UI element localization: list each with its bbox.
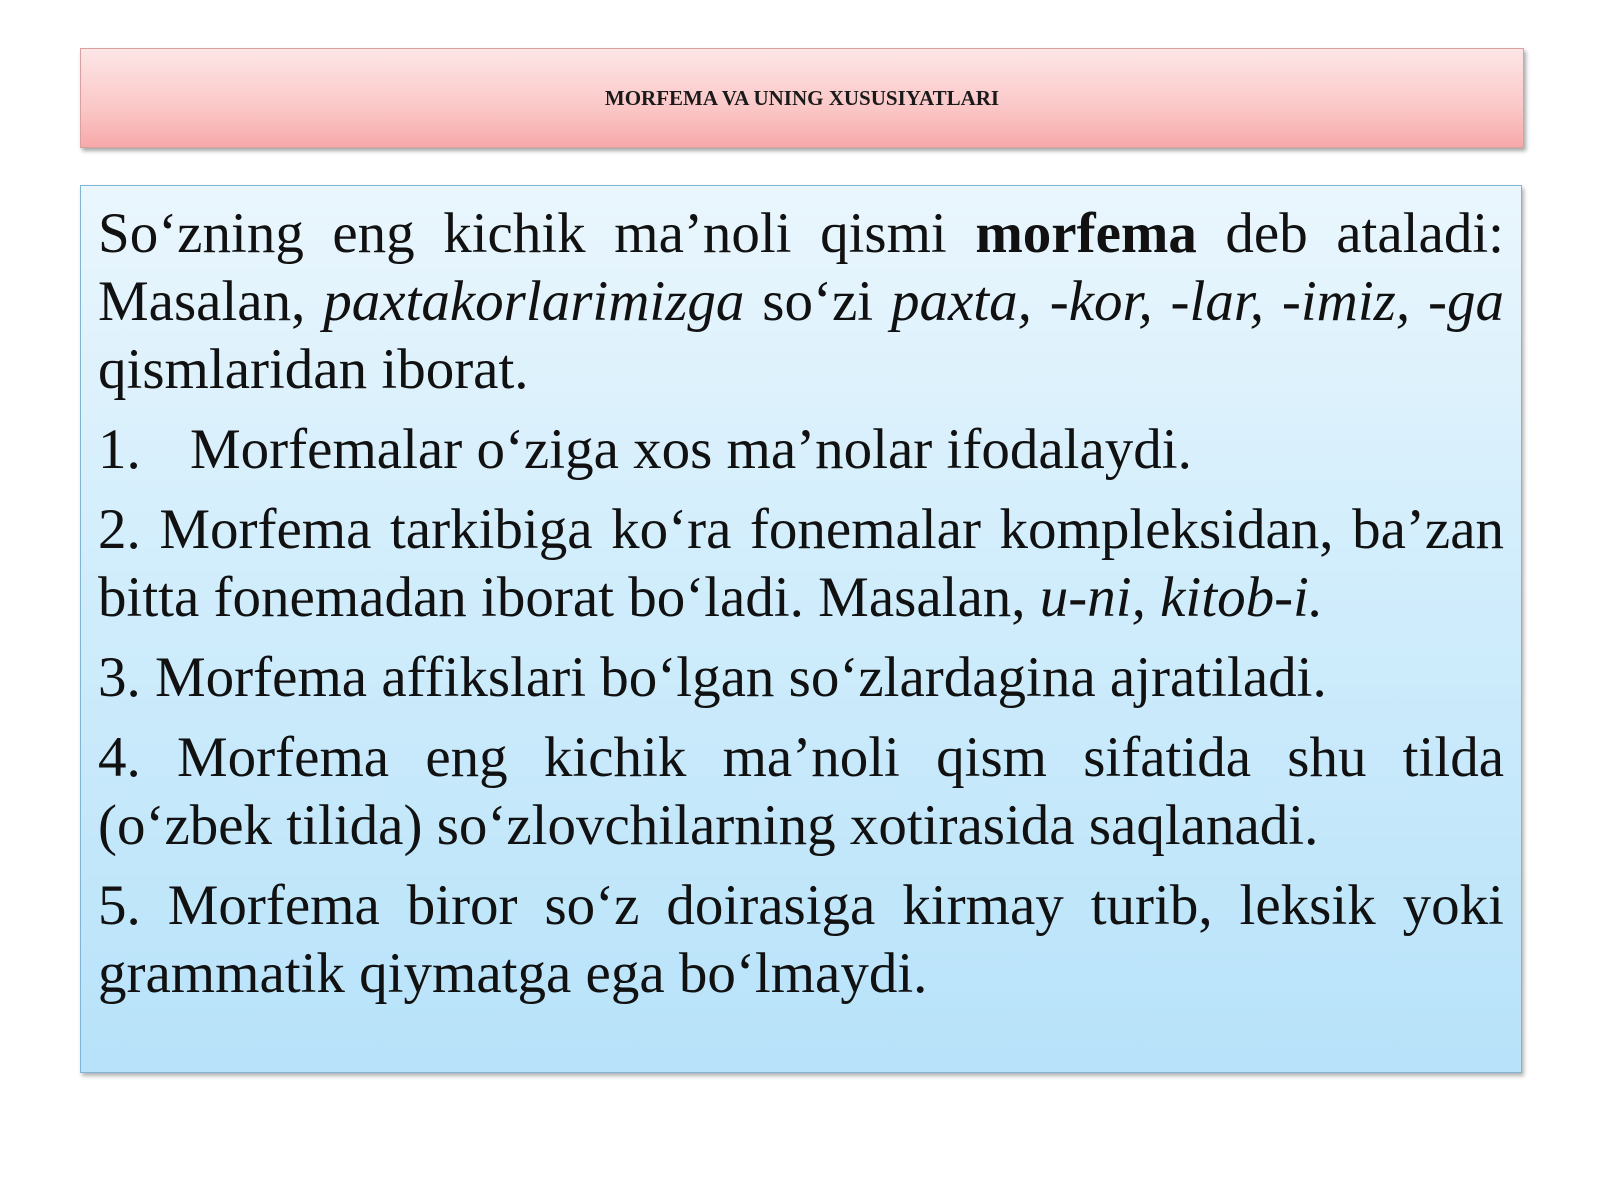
intro-paragraph: [98, 200, 1504, 404]
intro-example-parts: paxta, -kor, -lar, -imiz, -ga: [890, 270, 1504, 333]
list-item-5: [98, 872, 1504, 1008]
list-item-1: [98, 416, 1504, 484]
list-item-text: Morfemalar o‘ziga xos ma’nolar ifodalaydi.: [190, 418, 1192, 481]
list-item-2: [98, 496, 1504, 632]
list-item-number: 3.: [98, 646, 141, 709]
intro-text-2: deb ataladi: Masalan,: [98, 202, 1504, 333]
list-item-number: 5.: [98, 874, 141, 937]
title-banner: [80, 48, 1524, 148]
list-item-text: Morfema eng kichik ma’noli qism sifatida shu tilda (o‘zbek tilida) so‘zlovchilarning xotirasida saqlanadi.: [98, 726, 1504, 857]
content-panel: [80, 185, 1522, 1073]
list-item-text: Morfema affikslari bo‘lgan so‘zlardagina ajratiladi.: [155, 646, 1327, 709]
intro-bold-term: morfema: [975, 202, 1197, 265]
list-item-number: 2.: [98, 498, 141, 561]
list-item-text: Morfema biror so‘z doirasiga kirmay turib, leksik yoki grammatik qiymatga ega bo‘lmaydi.: [98, 874, 1504, 1005]
intro-text-1: So‘zning eng kichik ma’noli qismi: [98, 202, 976, 265]
intro-text-3: so‘zi: [744, 270, 891, 333]
list-item-text: Morfema tarkibiga ko‘ra fonemalar kompleksidan, ba’zan bitta fonemadan iborat bo‘ladi. Masalan,: [98, 498, 1504, 629]
intro-text-4: qismlaridan iborat.: [98, 338, 529, 401]
list-item-4: [98, 724, 1504, 860]
slide-title: MORFEMA VA UNING XUSUSIYATLARI: [604, 85, 1000, 110]
list-item-number: 1.: [98, 418, 141, 481]
list-item-number: 4.: [98, 726, 141, 789]
list-item-example: u-ni, kitob-i.: [1039, 566, 1324, 629]
list-item-3: [98, 644, 1504, 712]
intro-example-word: paxtakorlarimizga: [323, 270, 745, 333]
